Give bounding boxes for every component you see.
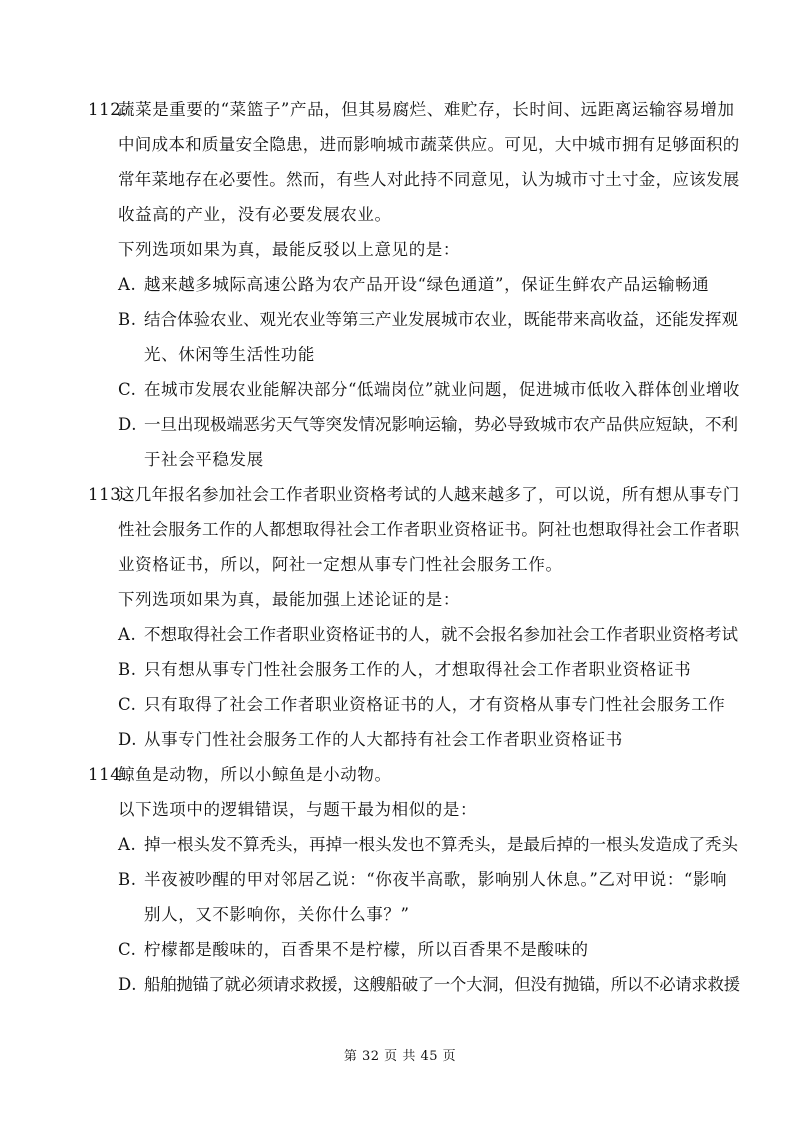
option-text-a: 不想取得社会工作者职业资格证书的人，就不会报名参加社会工作者职业资格考试	[144, 625, 738, 644]
option-text-d-cont: 于社会平稳发展	[144, 450, 264, 469]
option-text-c: 在城市发展农业能解决部分“低端岗位”就业问题，促进城市低收入群体创业增收	[144, 380, 740, 399]
option-text-a: 越来越多城际高速公路为农产品开设“绿色通道”，保证生鲜农产品运输畅通	[144, 275, 710, 294]
option-text-a: 掉一根头发不算秃头，再掉一根头发也不算秃头，是最后掉的一根头发造成了秃头	[144, 835, 738, 854]
option-text-c: 柠檬都是酸味的，百香果不是柠檬，所以百香果不是酸味的	[144, 940, 589, 959]
question-stem-line: 收益高的产业，没有必要发展农业。	[118, 205, 392, 224]
question-stem-line: 鲸鱼是动物，所以小鲸鱼是小动物。	[118, 765, 392, 784]
question-stem-line: 这几年报名参加社会工作者职业资格考试的人越来越多了，可以说，所有想从事专门	[118, 485, 740, 504]
option-text-b-cont: 光、休闲等生活性功能	[144, 345, 315, 364]
option-label-b: B.	[118, 870, 137, 889]
option-label-b: B.	[118, 310, 137, 329]
question-number: 113.	[88, 485, 128, 504]
page-number-footer: 第 32 页 共 45 页	[343, 1049, 457, 1064]
option-label-c: C.	[118, 940, 137, 959]
option-text-d: 从事专门性社会服务工作的人大都持有社会工作者职业资格证书	[144, 730, 623, 749]
option-label-c: C.	[118, 380, 137, 399]
option-label-b: B.	[118, 660, 137, 679]
question-stem-line: 蔬菜是重要的“菜篮子”产品，但其易腐烂、难贮存，长时间、远距离运输容易增加	[118, 100, 735, 119]
question-prompt: 以下选项中的逻辑错误，与题干最为相似的是：	[118, 800, 478, 819]
option-text-b: 结合体验农业、观光农业等第三产业发展城市农业，既能带来高收益，还能发挥观	[144, 310, 738, 329]
option-label-c: C.	[118, 695, 137, 714]
option-label-a: A.	[118, 835, 137, 854]
option-label-a: A.	[118, 275, 137, 294]
option-text-d: 船舶抛锚了就必须请求救援，这艘船破了一个大洞，但没有抛锚，所以不必请求救援	[144, 975, 740, 994]
option-text-c: 只有取得了社会工作者职业资格证书的人，才有资格从事专门性社会服务工作	[144, 695, 726, 714]
option-text-b: 半夜被吵醒的甲对邻居乙说：“你夜半高歌，影响别人休息。”乙对甲说：“影响	[144, 870, 728, 889]
question-number: 112.	[88, 100, 128, 119]
question-stem-line: 常年菜地存在必要性。然而，有些人对此持不同意见，认为城市寸土寸金，应该发展	[118, 170, 740, 189]
option-label-d: D.	[118, 975, 138, 994]
option-label-d: D.	[118, 730, 138, 749]
option-label-a: A.	[118, 625, 137, 644]
question-stem-line: 中间成本和质量安全隐患，进而影响城市蔬菜供应。可见，大中城市拥有足够面积的	[118, 135, 740, 154]
option-text-b-cont: 别人，又不影响你，关你什么事？”	[144, 905, 410, 924]
question-stem-line: 业资格证书，所以，阿社一定想从事专门性社会服务工作。	[118, 555, 563, 574]
option-text-d: 一旦出现极端恶劣天气等突发情况影响运输，势必导致城市农产品供应短缺，不利	[144, 415, 738, 434]
option-text-b: 只有想从事专门性社会服务工作的人，才想取得社会工作者职业资格证书	[144, 660, 692, 679]
question-prompt: 下列选项如果为真，最能反驳以上意见的是：	[118, 240, 460, 259]
question-number: 114.	[88, 765, 128, 784]
question-prompt: 下列选项如果为真，最能加强上述论证的是：	[118, 590, 460, 609]
option-label-d: D.	[118, 415, 138, 434]
question-stem-line: 性社会服务工作的人都想取得社会工作者职业资格证书。阿社也想取得社会工作者职	[118, 520, 740, 539]
